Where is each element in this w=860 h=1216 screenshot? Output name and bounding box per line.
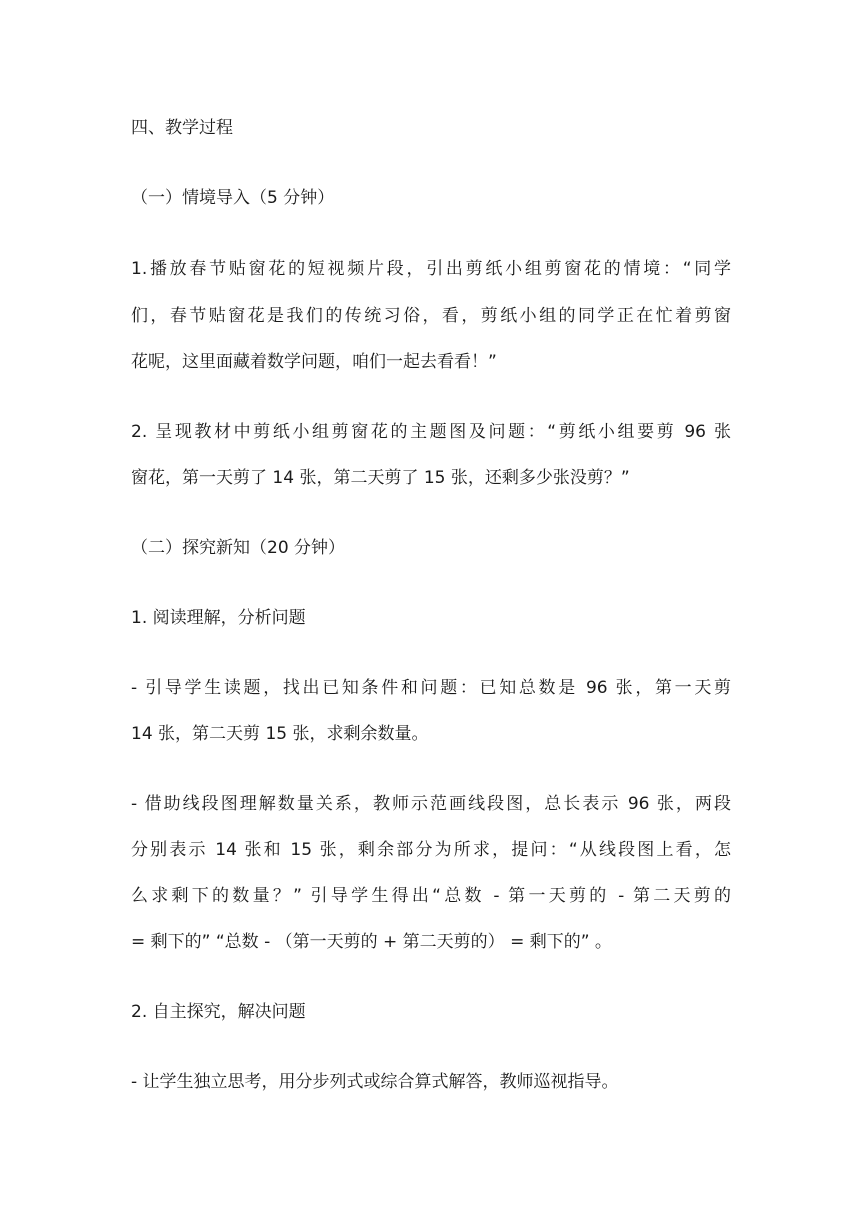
paragraph-line: 窗花，第一天剪了 14 张，第二天剪了 15 张，还剩多少张没剪？” xyxy=(131,468,630,488)
paragraph-line: - 借助线段图理解数量关系，教师示范画线段图，总长表示 96 张，两段 xyxy=(131,794,731,814)
paragraph-line: 2. 呈现教材中剪纸小组剪窗花的主题图及问题：“剪纸小组要剪 96 张 xyxy=(131,422,731,442)
subsection-title-situation: （一）情境导入（5 分钟） xyxy=(131,188,335,208)
paragraph-line: 14 张，第二天剪 15 张，求剩余数量。 xyxy=(131,724,429,744)
item-title-read-analyze: 1. 阅读理解，分析问题 xyxy=(131,608,306,628)
section-heading: 四、教学过程 xyxy=(131,118,233,138)
paragraph-line: = 剩下的” “总数 - （第一天剪的 + 第二天剪的） = 剩下的” 。 xyxy=(131,932,612,952)
paragraph-line: 么求剩下的数量？” 引导学生得出“总数 - 第一天剪的 - 第二天剪的 xyxy=(131,886,731,906)
item-title-self-explore: 2. 自主探究，解决问题 xyxy=(131,1002,306,1022)
paragraph-line: - 引导学生读题，找出已知条件和问题：已知总数是 96 张，第一天剪 xyxy=(131,678,731,698)
paragraph-line: 分别表示 14 张和 15 张，剩余部分为所求，提问：“从线段图上看，怎 xyxy=(131,840,731,860)
paragraph-line: - 让学生独立思考，用分步列式或综合算式解答，教师巡视指导。 xyxy=(131,1072,619,1092)
paragraph-line: 1.播放春节贴窗花的短视频片段，引出剪纸小组剪窗花的情境：“同学 xyxy=(131,259,731,279)
paragraph-line: 花呢，这里面藏着数学问题，咱们一起去看看！” xyxy=(131,352,497,372)
paragraph-line: 们，春节贴窗花是我们的传统习俗，看，剪纸小组的同学正在忙着剪窗 xyxy=(131,306,731,326)
subsection-title-explore: （二）探究新知（20 分钟） xyxy=(131,538,346,558)
